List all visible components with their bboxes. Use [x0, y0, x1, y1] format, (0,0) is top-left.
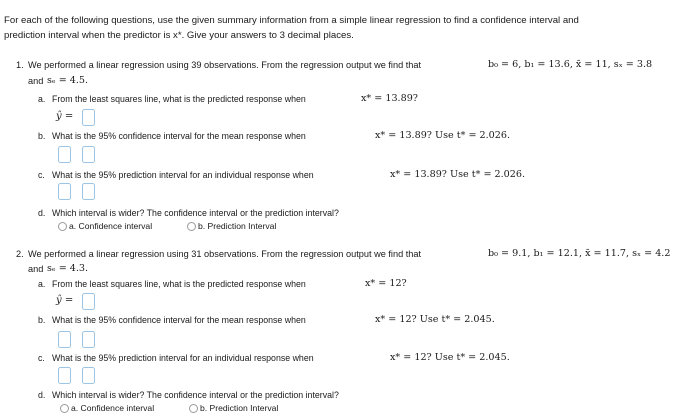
q2d-label: d. — [38, 390, 46, 400]
q2d-option-b-label: b. Prediction Interval — [200, 403, 279, 413]
q2a-label: a. — [38, 279, 46, 289]
q2c-label: c. — [38, 353, 45, 363]
q1c-label: c. — [38, 170, 45, 180]
q1a-answer-input[interactable] — [82, 109, 95, 126]
q1-number: 1. — [16, 60, 24, 70]
q2b-text: What is the 95% confidence interval for the mean response when — [52, 315, 306, 325]
q1a-text: From the least squares line, what is the predicted response when — [52, 94, 306, 104]
q2c-math: x* = 12? Use t* = 2.045. — [390, 352, 510, 363]
q1-stem-and: and — [28, 76, 44, 86]
q1d-option-b-label: b. Prediction Interval — [198, 221, 277, 231]
q2a-yhat-label: ŷ = — [56, 295, 74, 306]
q1c-lower-input[interactable] — [58, 183, 71, 200]
q2d-option-b-radio[interactable] — [189, 404, 198, 413]
q1b-upper-input[interactable] — [82, 146, 95, 163]
q1a-math: x* = 13.89? — [361, 93, 418, 104]
q2-stem-and: and — [28, 264, 44, 274]
q1b-lower-input[interactable] — [58, 146, 71, 163]
q1b-text: What is the 95% confidence interval for the mean response when — [52, 131, 306, 141]
q1d-text: Which interval is wider? The confidence interval or the prediction interval? — [52, 208, 339, 218]
q1d-option-a-label: a. Confidence interval — [69, 221, 153, 231]
q2c-lower-input[interactable] — [58, 367, 71, 384]
q1c-text: What is the 95% prediction interval for an individual response when — [52, 170, 314, 180]
q2b-lower-input[interactable] — [58, 331, 71, 348]
q1-stem-line-1: We performed a linear regression using 39 observations. From the regression output we find that — [28, 60, 422, 70]
q2d-option-a-label: a. Confidence interval — [71, 403, 155, 413]
q2d-option-a-radio[interactable] — [60, 404, 69, 413]
q2c-text: What is the 95% prediction interval for an individual response when — [52, 353, 314, 363]
q1d-option-b-radio[interactable] — [187, 222, 196, 231]
q1c-math: x* = 13.89? Use t* = 2.026. — [390, 169, 526, 180]
q2-stem-math-2: sₑ = 4.3. — [47, 263, 89, 274]
intro-line-1: For each of the following questions, use the given summary information from a simple linear regression to find a confidence interval and — [4, 15, 579, 26]
q1-stem-math-1: b₀ = 6, b₁ = 13.6, x̄ = 11, sₓ = 3.8 — [488, 59, 653, 70]
q1a-label: a. — [38, 94, 46, 104]
q1-stem-math-2: sₑ = 4.5. — [47, 75, 89, 86]
q1a-yhat-label: ŷ = — [56, 111, 74, 122]
q1d-label: d. — [38, 208, 46, 218]
q2-stem-math-1: b₀ = 9.1, b₁ = 12.1, x̄ = 11.7, sₓ = 4.2 — [488, 248, 671, 259]
q2a-answer-input[interactable] — [82, 293, 95, 310]
q2b-label: b. — [38, 315, 46, 325]
q2a-math: x* = 12? — [365, 278, 407, 289]
q1b-math: x* = 13.89? Use t* = 2.026. — [375, 130, 511, 141]
q2d-text: Which interval is wider? The confidence interval or the prediction interval? — [52, 390, 339, 400]
q2b-math: x* = 12? Use t* = 2.045. — [375, 314, 495, 325]
q2-number: 2. — [16, 249, 24, 259]
q2-stem-line-1: We performed a linear regression using 31 observations. From the regression output we find that — [28, 249, 422, 259]
q2a-text: From the least squares line, what is the predicted response when — [52, 279, 306, 289]
q1d-option-a-radio[interactable] — [58, 222, 67, 231]
q1c-upper-input[interactable] — [82, 183, 95, 200]
intro-line-2: prediction interval when the predictor is x*. Give your answers to 3 decimal places. — [4, 30, 354, 41]
q2b-upper-input[interactable] — [82, 331, 95, 348]
q2c-upper-input[interactable] — [82, 367, 95, 384]
q1b-label: b. — [38, 131, 46, 141]
